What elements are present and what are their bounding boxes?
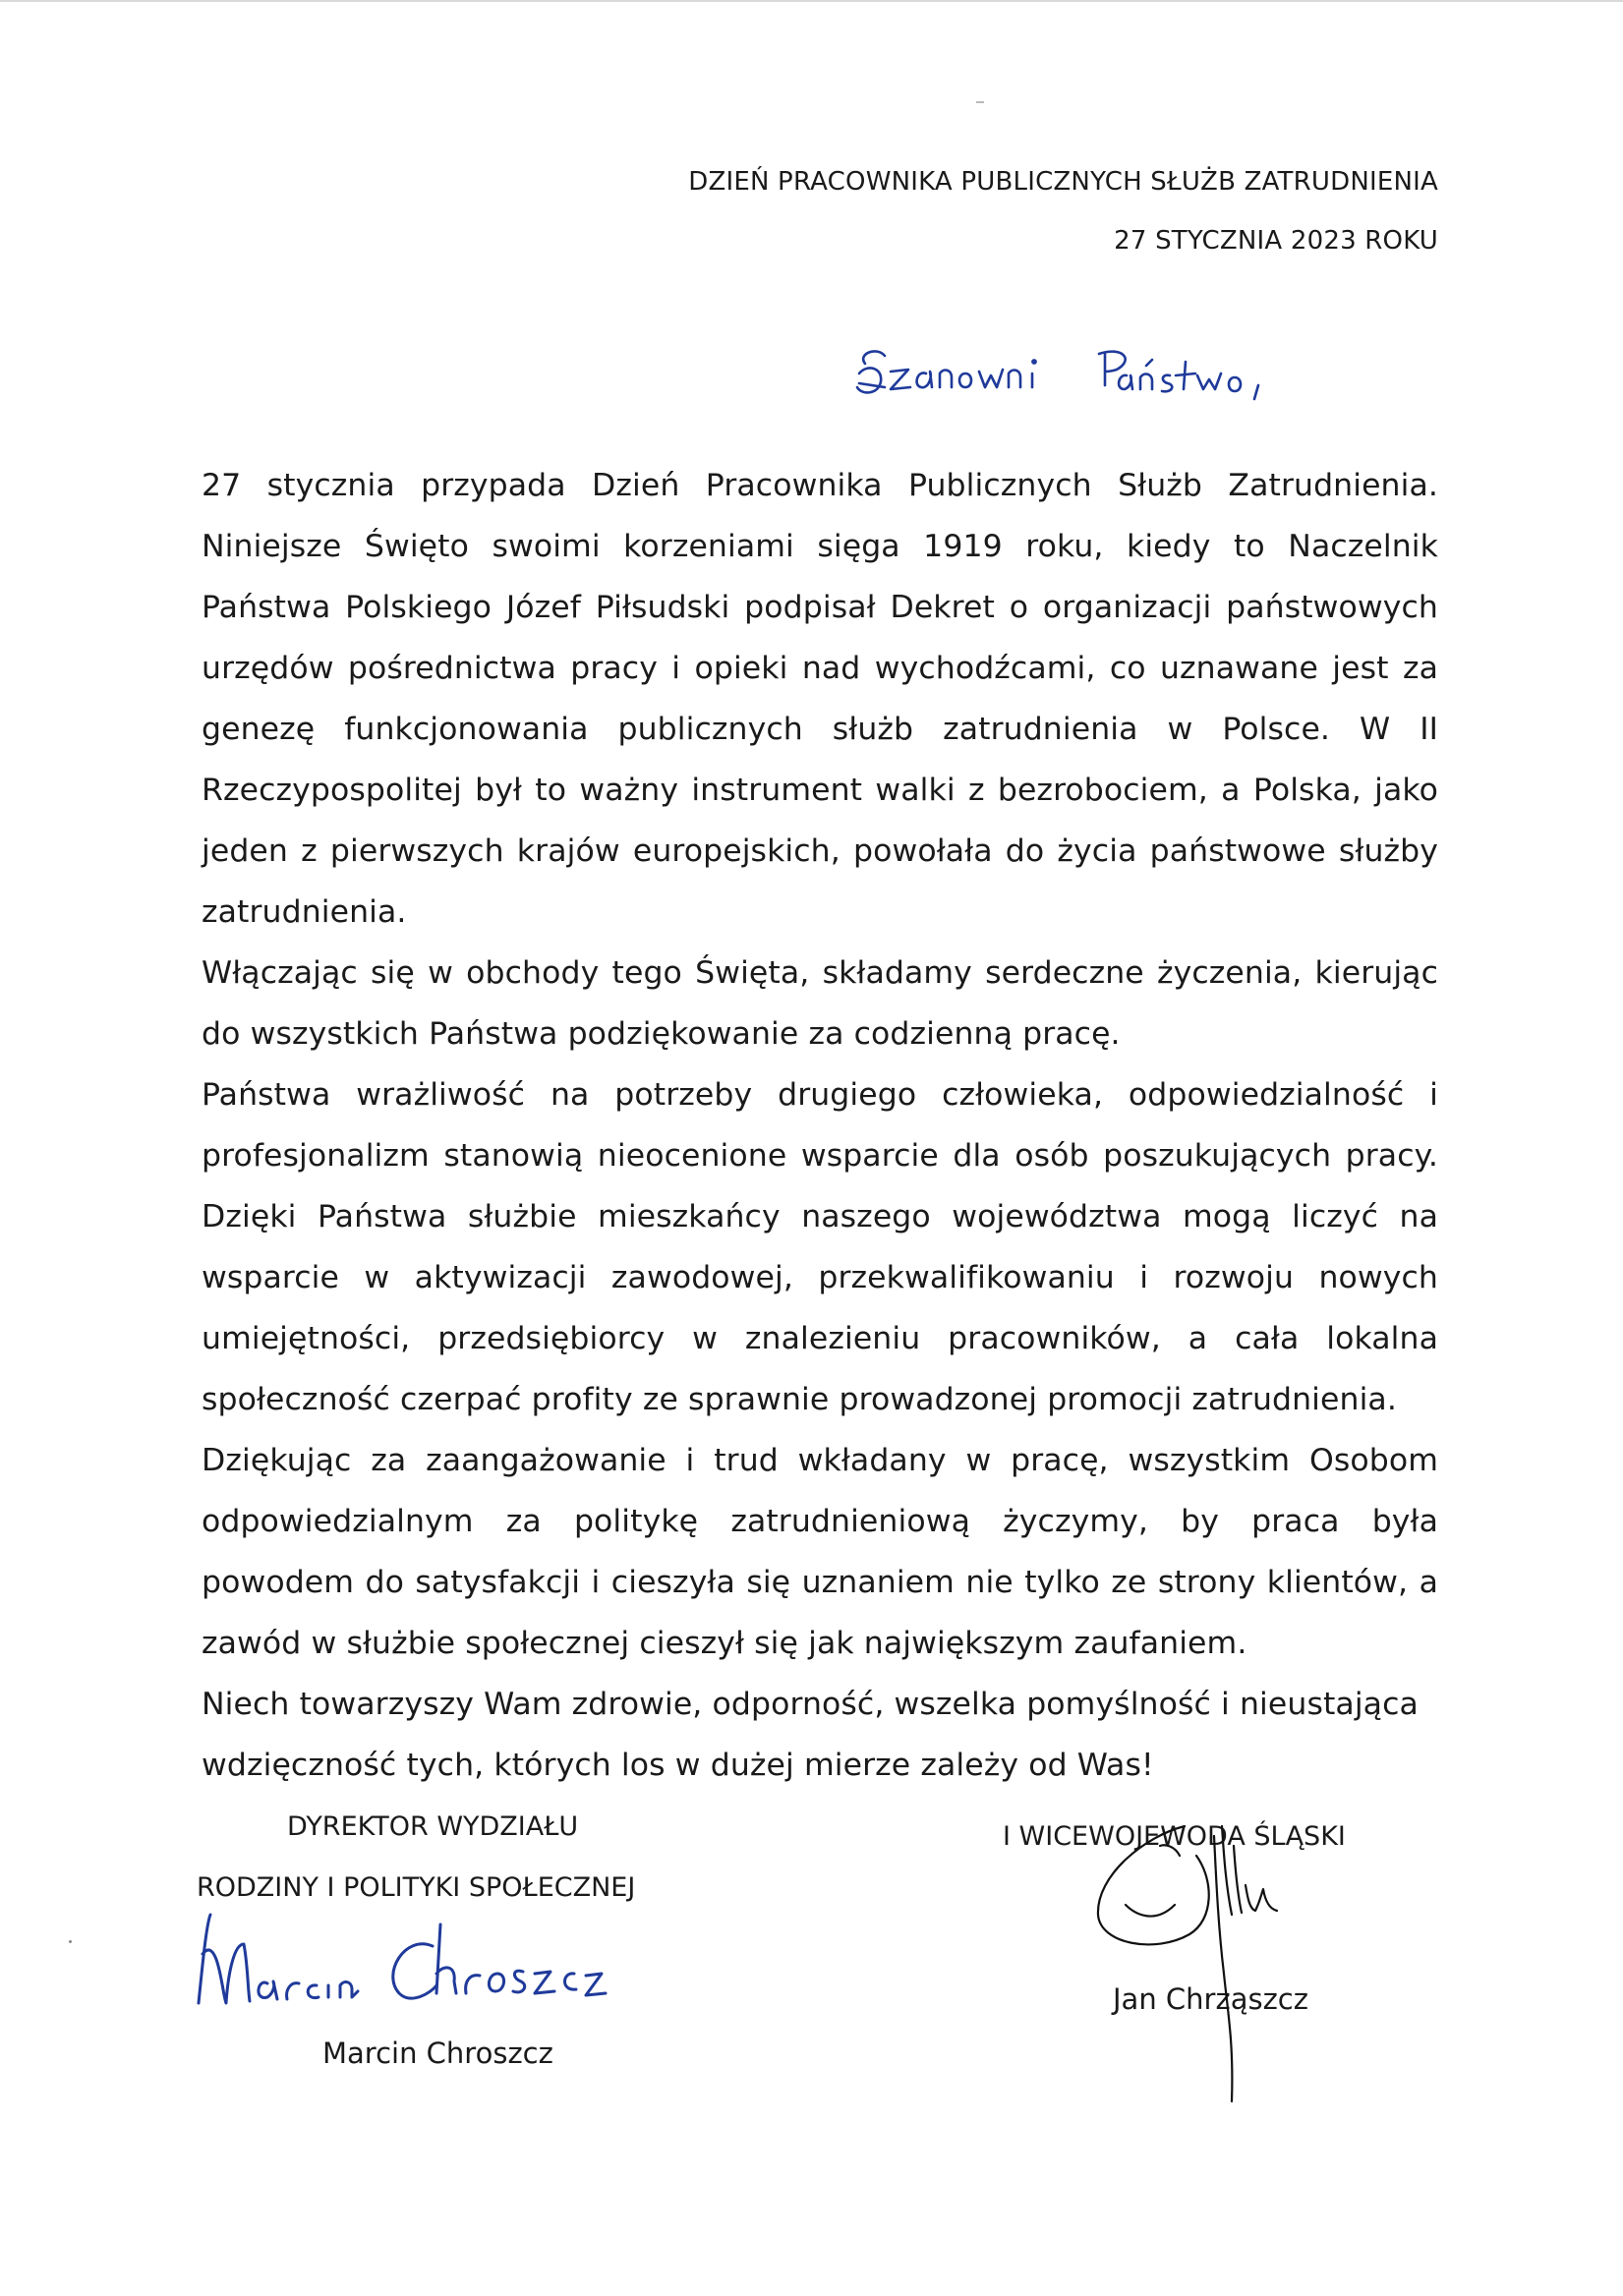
right-signature — [1067, 1787, 1362, 2121]
body-paragraph-closing: Niech towarzyszy Wam zdrowie, odporność, wszelka pomyślność i nieustająca wdzięczność tych, których los w dużej mierze zależy od Was! — [202, 1687, 1419, 1783]
body-paragraph-appreciation: Państwa wrażliwość na potrzeby drugiego człowieka, odpowiedzialność i profesjonalizm stanowią nieocenione wsparcie dla osób poszukujących pracy. Dzięki Państwa służbie mieszkańcy naszego województwa mogą liczyć na wsparcie w aktywizacji zawodowej, przekwalifikowaniu i rozwoju nowych umiejętności, przedsiębiorcy w znalezieniu pracowników, a cała lokalna społeczność czerpać profity ze sprawnie prowadzonej promocji zatrudnienia. — [202, 1077, 1438, 1417]
scan-speck — [976, 101, 984, 103]
letter-body — [202, 455, 1438, 1796]
left-title-line1: DYREKTOR WYDZIAŁU — [287, 1811, 579, 1842]
left-title-line2: RODZINY I POLITYKI SPOŁECZNEJ — [197, 1872, 636, 1903]
left-signature — [189, 1895, 720, 2042]
right-title: I WICEWOJEWODA ŚLĄSKI — [1003, 1821, 1346, 1852]
right-signatory-name: Jan Chrząszcz — [1113, 1982, 1308, 2016]
header-date: 27 STYCZNIA 2023 ROKU — [1114, 226, 1438, 256]
right-signature-graphic — [1067, 1787, 1362, 2121]
body-paragraph-history: 27 stycznia przypada Dzień Pracownika Publicznych Służb Zatrudnienia. Niniejsze Święto swoimi korzeniami sięga 1919 roku, kiedy to Naczelnik Państwa Polskiego Józef Piłsudski podpisał Dekret o organizacji państwowych urzędów pośrednictwa pracy i opieki nad wychodźcami, co uznawane jest za genezę funkcjonowania publicznych służb zatrudnienia w Polsce. W II Rzeczypospolitej był to ważny instrument walki z bezrobociem, a Polska, jako jeden z pierwszych krajów europejskich, powołała do życia państwowe służby zatrudnienia. — [202, 468, 1438, 930]
handwritten-greeting — [847, 324, 1319, 432]
scan-dot — [69, 1940, 72, 1943]
letter-header — [688, 152, 1438, 270]
signatory-right — [1003, 1807, 1455, 2016]
body-paragraph-thanks: Dziękując za zaangażowanie i trud wkładany w pracę, wszystkim Osobom odpowiedzialnym za politykę zatrudnieniową życzymy, by praca była powodem do satysfakcji i cieszyła się uznaniem nie tylko ze strony klientów, a zawód w służbie społecznej cieszył się jak największym zaufaniem. — [202, 1443, 1438, 1661]
left-signature-graphic — [189, 1895, 720, 2042]
page-edge — [0, 0, 1623, 2]
signatory-left — [197, 1797, 727, 2070]
body-paragraph-wishes: Włączając się w obchody tego Święta, składamy serdeczne życzenia, kierując do wszystkich Państwa podziękowanie za codzienną pracę. — [202, 955, 1438, 1052]
left-signatory-name: Marcin Chroszcz — [322, 2037, 553, 2070]
greeting-handwriting-graphic — [847, 324, 1319, 432]
header-occasion: DZIEŃ PRACOWNIKA PUBLICZNYCH SŁUŻB ZATRUDNIENIA — [688, 167, 1438, 197]
